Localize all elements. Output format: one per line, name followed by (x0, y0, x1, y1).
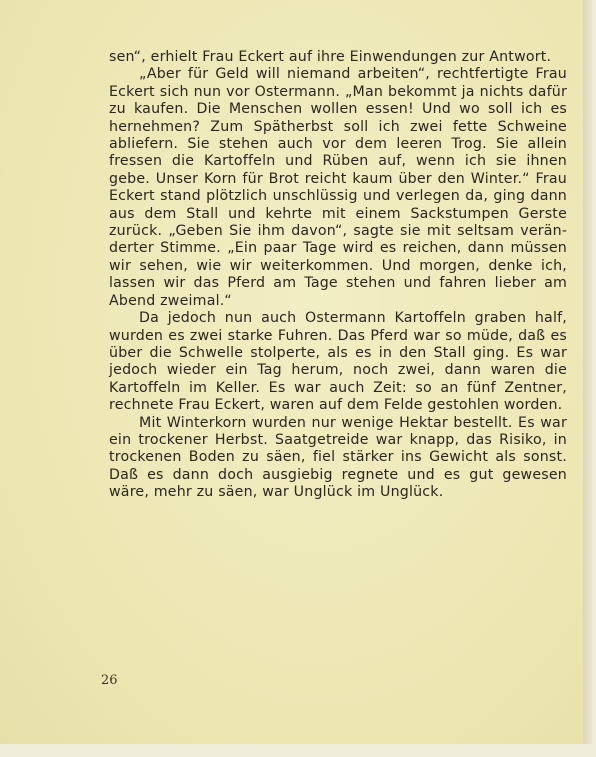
paragraph-3: Da jedoch nun auch Ostermann Kartoffeln graben half, wurden es zwei starke Fuhren. Das Pferd war so müde, daß es über die Schwelle stolperte, als es in den Stall ging. Es war jedoch wieder ein Tag herum, noch zwei, dann waren die Kartoffeln im Keller. Es war auch Zeit: so an fünf Zentner, rechnete Frau Eckert, waren auf dem Felde gestohlen worden. (109, 310, 567, 414)
paragraph-1: sen“, erhielt Frau Eckert auf ihre Einwendungen zur Antwort. (109, 49, 552, 65)
paragraph-2: „Aber für Geld will niemand arbeiten“, rechtfertigte Frau Eckert sich nun vor Ostermann. „Man bekommt ja nichts dafür zu kaufen. Die Menschen wollen essen! Und wo soll ich es hernehmen? Zum Spätherbst soll ich zwei fette Schweine abliefern. Sie stehen auch vor dem leeren Trog. Sie allein fressen die Kartoffeln und Rüben auf, wenn ich sie ihnen gebe. Unser Korn für Brot reicht kaum über den Winter.“ Frau Eckert stand plötzlich unschlüssig und verlegen da, ging dann aus dem Stall und kehrte mit einem Sackstumpen Gerste zurück. „Geben Sie ihm davon“, sagte sie mit seltsam veränderter Stimme. „Ein paar Tage wird es reichen, dann müssen wir sehen, wie wir weiterkommen. Und morgen, denke ich, lassen wir das Pferd am Tage stehen und fahren lieber am Abend zweimal.“ (109, 66, 567, 309)
page-number: 26 (101, 673, 118, 688)
paragraph-4: Mit Winterkorn wurden nur wenige Hektar bestellt. Es war ein trockener Herbst. Saatgetreide war knapp, das Risiko, in trockenen Boden zu säen, fiel stärker ins Gewicht als sonst. Daß es dann doch ausgiebig regnete und es gut gewesen wäre, mehr zu säen, war Unglück im Unglück. (109, 414, 567, 501)
page-body (109, 49, 567, 502)
page-edge (583, 0, 596, 757)
page-bottom-margin (0, 744, 596, 757)
